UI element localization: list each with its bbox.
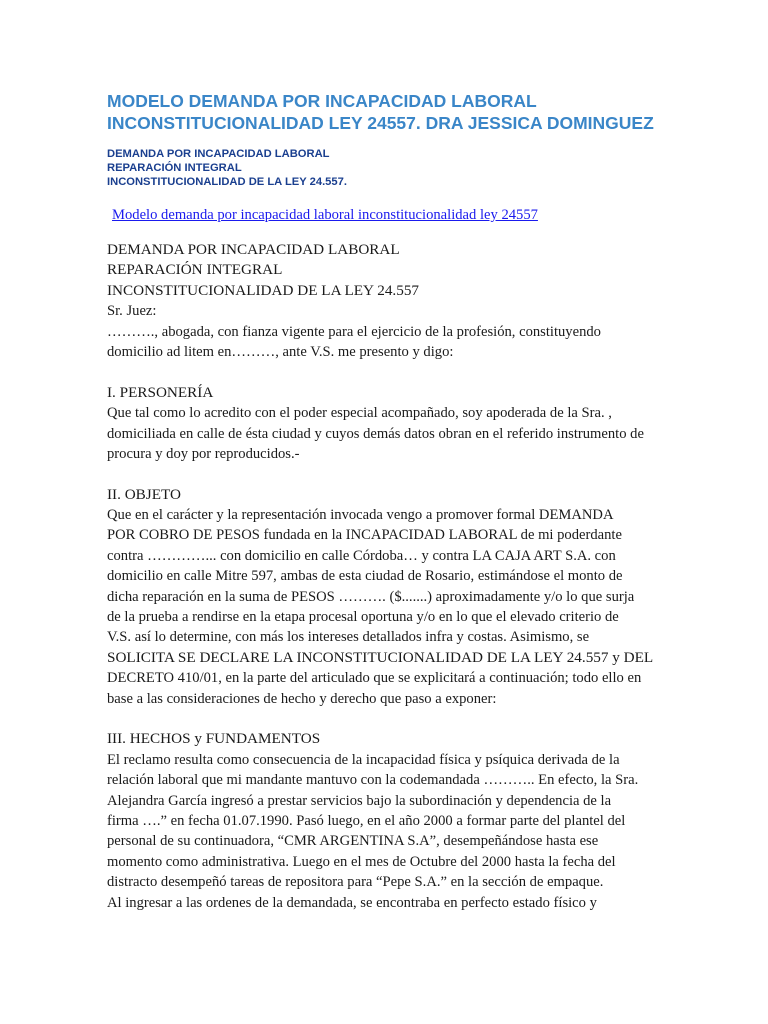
- paragraph-gap: [107, 464, 667, 484]
- subheading-line: DEMANDA POR INCAPACIDAD LABORAL: [107, 148, 330, 160]
- paragraph-line: dicha reparación en la suma de PESOS ………. ($.......) aproximadamente y/o lo que surja: [107, 588, 635, 605]
- intro-line: domicilio ad litem en………, ante V.S. me presento y digo:: [107, 343, 454, 360]
- paragraph-line: El reclamo resulta como consecuencia de la incapacidad física y psíquica derivada de la: [107, 751, 620, 768]
- paragraph-line: POR COBRO DE PESOS fundada en la INCAPACIDAD LABORAL de mi poderdante: [107, 527, 622, 544]
- page-title: [107, 90, 747, 134]
- paragraph-line: SOLICITA SE DECLARE LA INCONSTITUCIONALIDAD DE LA LEY 24.557 y DEL: [107, 648, 654, 666]
- paragraph-line: de la prueba a rendirse en la etapa procesal oportuna y/o en lo que el elevado criterio de: [107, 609, 619, 626]
- paragraph-line: V.S. así lo determine, con más los intereses detallados infra y costas. Asimismo, se: [107, 629, 590, 646]
- paragraph-line: firma ….” en fecha 01.07.1990. Pasó luego, en el año 2000 a formar parte del plantel del: [107, 812, 626, 829]
- intro-line: ………., abogada, con fianza vigente para el ejercicio de la profesión, constituyendo: [107, 323, 601, 340]
- paragraph-line: Al ingresar a las ordenes de la demandada, se encontraba en perfecto estado físico y: [107, 894, 597, 911]
- paragraph-line: momento como administrativa. Luego en el mes de Octubre del 2000 hasta la fecha del: [107, 853, 616, 870]
- paragraph-line: personal de su continuadora, “CMR ARGENTINA S.A”, desempeñándose hasta ese: [107, 833, 599, 850]
- salutation: Sr. Juez:: [107, 303, 157, 320]
- paragraph-line: DECRETO 410/01, en la parte del articulado que se explicitará a continuación; todo ello en: [107, 670, 642, 687]
- paragraph-line: domicilio en calle Mitre 597, ambas de esta ciudad de Rosario, estimándose el monto de: [107, 568, 623, 585]
- heading-line: INCONSTITUCIONALIDAD DE LA LEY 24.557: [107, 281, 420, 299]
- section-heading: I. PERSONERÍA: [107, 383, 214, 401]
- paragraph-line: base a las consideraciones de hecho y derecho que paso a exponer:: [107, 690, 497, 707]
- paragraph-line: relación laboral que mi mandante mantuvo con la codemandada ……….. En efecto, la Sra.: [107, 772, 639, 789]
- section-heading: III. HECHOS y FUNDAMENTOS: [107, 730, 321, 748]
- paragraph-line: Que en el carácter y la representación invocada vengo a promover formal DEMANDA: [107, 507, 614, 524]
- subheading-line: REPARACIÓN INTEGRAL: [107, 162, 242, 174]
- section-heading: II. OBJETO: [107, 485, 181, 503]
- paragraph-line: procura y doy por reproducidos.-: [107, 445, 300, 462]
- heading-line: REPARACIÓN INTEGRAL: [107, 261, 283, 279]
- title-line: INCONSTITUCIONALIDAD LEY 24557. DRA JESSICA DOMINGUEZ: [107, 113, 654, 133]
- document-link[interactable]: Modelo demanda por incapacidad laboral inconstitucionalidad ley 24557: [112, 207, 538, 223]
- paragraph-gap: [107, 362, 667, 382]
- paragraph-line: Que tal como lo acredito con el poder especial acompañado, soy apoderada de la Sra. ,: [107, 405, 612, 422]
- subheading-line: INCONSTITUCIONALIDAD DE LA LEY 24.557.: [107, 176, 347, 188]
- paragraph-gap: [107, 709, 667, 729]
- subheading-block: [107, 147, 347, 189]
- paragraph-line: Alejandra García ingresó a prestar servicios bajo la subordinación y dependencia de la: [107, 792, 612, 809]
- paragraph-line: contra …………... con domicilio en calle Córdoba… y contra LA CAJA ART S.A. con: [107, 547, 616, 564]
- paragraph-line: domiciliada en calle de ésta ciudad y cuyos demás datos obran en el referido instrumento de: [107, 425, 644, 442]
- title-line: MODELO DEMANDA POR INCAPACIDAD LABORAL: [107, 91, 537, 111]
- paragraph-line: distracto desempeñó tareas de repositora para “Pepe S.A.” en la sección de empaque.: [107, 874, 604, 891]
- document-body: [107, 240, 667, 913]
- heading-line: DEMANDA POR INCAPACIDAD LABORAL: [107, 241, 400, 258]
